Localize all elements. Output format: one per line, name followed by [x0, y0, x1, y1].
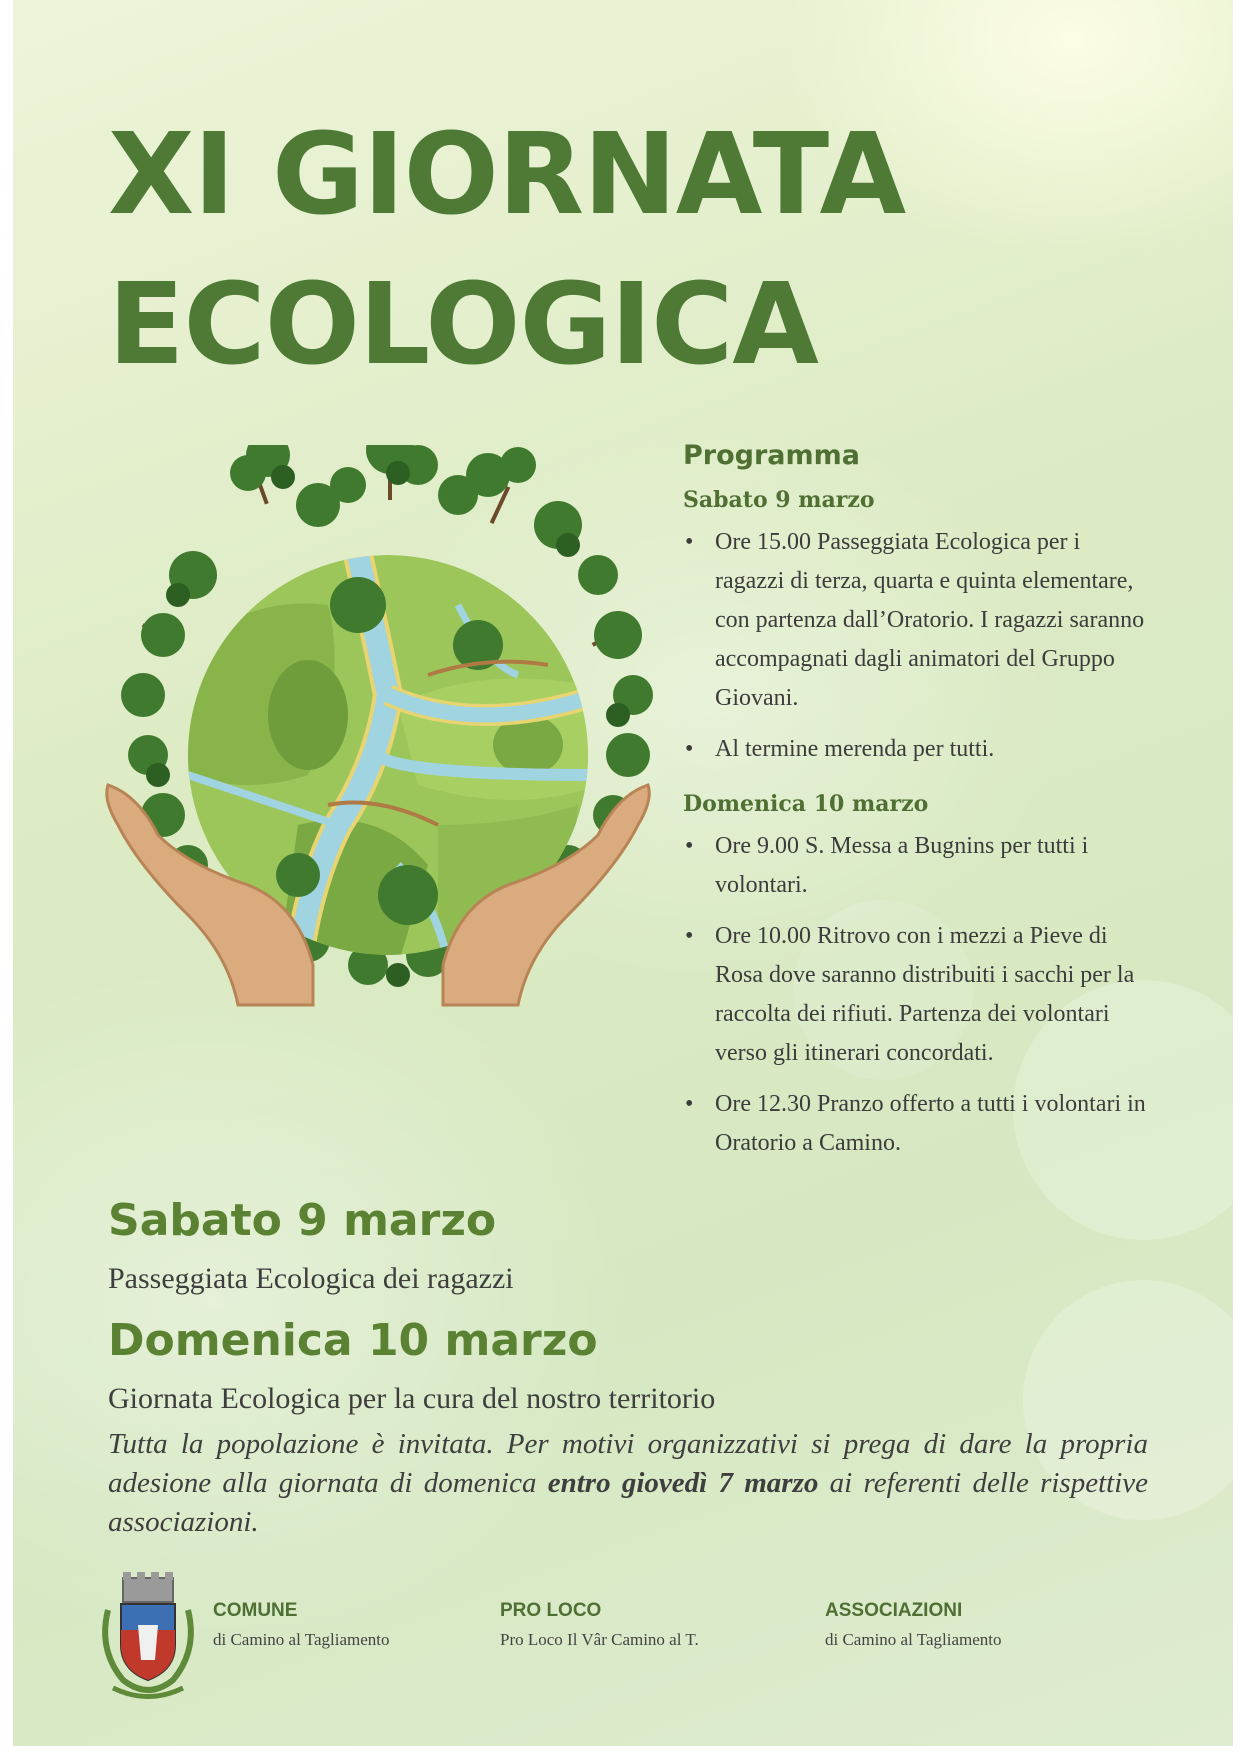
- poster-title: [108, 100, 905, 400]
- bullet: •: [685, 1091, 694, 1117]
- program-item-text: Al termine merenda per tutti.: [715, 736, 995, 762]
- bullet: •: [685, 923, 694, 949]
- event-title: Domenica 10 marzo: [108, 1315, 598, 1366]
- bullet: •: [685, 529, 694, 555]
- bullet: •: [685, 736, 694, 762]
- event-subtitle: Giornata Ecologica per la cura del nostro territorio: [108, 1382, 716, 1415]
- program-item-text: Ore 15.00 Passeggiata Ecologica per i ragazzi di terza, quarta e quinta elementare, con partenza dall’Oratorio. I ragazzi saranno accompagnati dagli animatori del Gruppo Giovani.: [715, 529, 1145, 711]
- event-title: Sabato 9 marzo: [108, 1195, 497, 1246]
- footer-sub: di Camino al Tagliamento: [213, 1630, 390, 1649]
- title-line-1: XI GIORNATA: [108, 110, 906, 240]
- bullet: •: [685, 833, 694, 859]
- footer-comune: [213, 1600, 390, 1650]
- poster: [13, 0, 1233, 1746]
- invitation-text: [108, 1425, 1148, 1542]
- footer-sub: di Camino al Tagliamento: [825, 1630, 1002, 1649]
- program-day-title: Domenica 10 marzo: [683, 791, 929, 817]
- program-item-text: Ore 9.00 S. Messa a Bugnins per tutti i volontari.: [715, 833, 1089, 898]
- footer-label: PRO LOCO: [500, 1600, 602, 1621]
- footer-proloco: [500, 1600, 699, 1650]
- program-item: [683, 523, 1153, 718]
- program-item: [683, 917, 1153, 1073]
- program-day-list: [683, 523, 1153, 769]
- footer-sub: Pro Loco Il Vâr Camino al T.: [500, 1630, 699, 1649]
- footer-associazioni: [825, 1600, 1002, 1650]
- program-day-title: Sabato 9 marzo: [683, 487, 875, 513]
- program-item: [683, 827, 1153, 905]
- program-heading: Programma: [683, 440, 861, 471]
- title-line-2: ECOLOGICA: [108, 260, 818, 390]
- program-item: [683, 1085, 1153, 1163]
- invitation-text-end: ai referenti delle rispettive associazioni.: [108, 1467, 1148, 1538]
- municipal-crest-icon: [93, 1570, 203, 1700]
- program-day-list: [683, 827, 1153, 1163]
- footer-label: COMUNE: [213, 1600, 298, 1621]
- program-section: [683, 440, 1153, 1185]
- program-item: [683, 730, 1153, 769]
- program-item-text: Ore 10.00 Ritrovo con i mezzi a Pieve di Rosa dove saranno distribuiti i sacchi per la raccolta dei rifiuti. Partenza dei volontari verso gli itinerari concordati.: [715, 923, 1135, 1066]
- earth-globe-in-hands-icon: [98, 445, 658, 1010]
- footer-label: ASSOCIAZIONI: [825, 1600, 963, 1621]
- program-item-text: Ore 12.30 Pranzo offerto a tutti i volontari in Oratorio a Camino.: [715, 1091, 1146, 1156]
- invitation-deadline: entro giovedì 7 marzo: [547, 1467, 819, 1499]
- invitation-text-start: Tutta la popolazione è invitata. Per motivi organizzativi si prega di dare la propria adesione alla giornata di domenica: [108, 1428, 1148, 1499]
- event-subtitle: Passeggiata Ecologica dei ragazzi: [108, 1262, 514, 1295]
